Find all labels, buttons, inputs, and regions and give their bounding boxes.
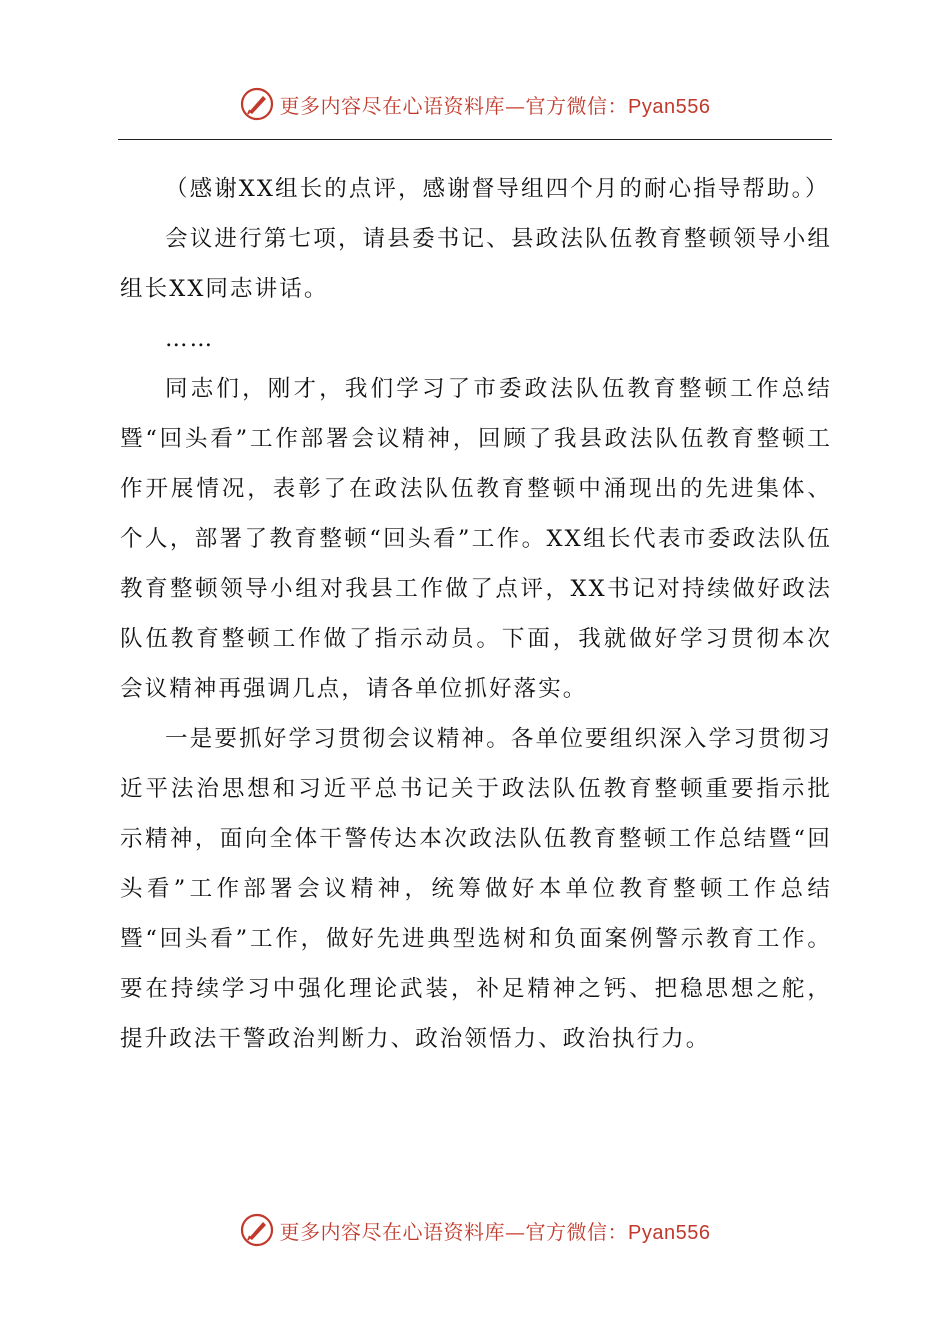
paragraph-point-one: 一是要抓好学习贯彻会议精神。各单位要组织深入学习贯彻习近平法治思想和习近平总书记关于政法队伍教育整顿重要指示批示精神，面向全体干警传达本次政法队伍教育整顿工作总结暨“回头看”工作部署会议精神，统筹做好本单位教育整顿工作总结暨“回头看”工作，做好先进典型选树和负面案例警示教育工作。要在持续学习中强化理论武装，补足精神之钙、把稳思想之舵，提升政法干警政治判断力、政治领悟力、政治执行力。 xyxy=(120,726,832,1052)
footer-banner xyxy=(0,1210,950,1250)
paragraph-ellipsis: …… xyxy=(165,326,215,352)
banner-text: 更多内容尽在心语资料库—官方微信：Pyan556 xyxy=(279,93,711,118)
quill-pen-logo-icon xyxy=(240,87,274,121)
wechat-id: Pyan556 xyxy=(628,95,711,118)
paragraph-agenda-item-seven: 会议进行第七项，请县委书记、县政法队伍教育整顿领导小组组长XX同志讲话。 xyxy=(120,226,832,302)
header-banner xyxy=(0,84,950,124)
document-body xyxy=(120,164,832,1064)
banner-text: 更多内容尽在心语资料库—官方微信：Pyan556 xyxy=(279,1219,711,1244)
header-divider xyxy=(118,139,832,140)
paragraph-thanks: （感谢XX组长的点评，感谢督导组四个月的耐心指导帮助。） xyxy=(165,176,830,202)
wechat-id: Pyan556 xyxy=(628,1221,711,1244)
quill-pen-logo-icon xyxy=(240,1213,274,1247)
paragraph-speech-intro: 同志们，刚才，我们学习了市委政法队伍教育整顿工作总结暨“回头看”工作部署会议精神，回顾了我县政法队伍教育整顿工作开展情况，表彰了在政法队伍教育整顿中涌现出的先进集体、个人，部署了教育整顿“回头看”工作。XX组长代表市委政法队伍教育整顿领导小组对我县工作做了点评，XX书记对持续做好政法队伍教育整顿工作做了指示动员。下面，我就做好学习贯彻本次会议精神再强调几点，请各单位抓好落实。 xyxy=(120,376,832,702)
